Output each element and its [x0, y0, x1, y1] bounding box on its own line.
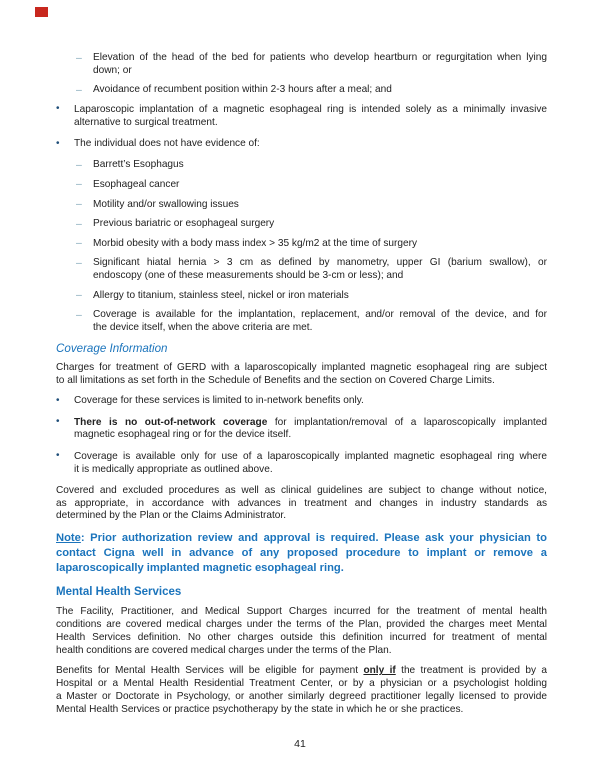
text-line: Allergy to titanium, stainless steel, nickel or iron materials — [93, 289, 349, 301]
sub-bullet-list — [56, 52, 547, 97]
note-paragraph — [56, 531, 547, 576]
bullet-icon: • — [56, 394, 60, 406]
text-line: Coverage is available only for use of a laparoscopically implanted magnetic esophageal ring where — [74, 450, 547, 462]
bullet-list — [56, 395, 547, 476]
text-line: the device itself, when the above criteria are met. — [93, 322, 313, 334]
dash-icon: – — [76, 178, 82, 191]
text-line: Morbid obesity with a body mass index > 35 kg/m2 at the time of surgery — [93, 237, 417, 249]
text-line: health conditions are covered medical charges under the terms of the Plan. — [56, 644, 392, 656]
bullet-list — [56, 104, 547, 151]
sub-bullet-item — [56, 218, 547, 231]
bullet-icon: • — [56, 137, 60, 149]
dash-icon: – — [76, 256, 82, 269]
page-number: 41 — [294, 738, 306, 750]
sub-bullet-item — [56, 179, 547, 192]
text-line: Previous bariatric or esophageal surgery — [93, 218, 275, 230]
text-line: Hospital or a Mental Health Residential Treatment Center, or by a physician or a psychologist holding — [56, 678, 547, 690]
sub-bullet-item — [56, 257, 547, 283]
bullet-item — [56, 395, 547, 408]
bullet-item — [56, 451, 547, 477]
sub-bullet-item — [56, 309, 547, 335]
bullet-item — [56, 104, 547, 130]
paragraph — [56, 606, 547, 657]
sub-bullet-list — [56, 159, 547, 335]
sub-bullet-item — [56, 159, 547, 172]
dash-icon: – — [76, 83, 82, 96]
sub-bullet-item — [56, 290, 547, 303]
text-line: Barrett’s Esophagus — [93, 159, 184, 171]
sub-bullet-item — [56, 52, 547, 78]
text-line: Esophageal cancer — [93, 178, 180, 190]
dash-icon: – — [76, 198, 82, 211]
section-heading: Mental Health Services — [56, 586, 182, 599]
paragraph — [56, 485, 547, 523]
text-line: contact Cigna well in advance of any proposed procedure to implant or remove a — [56, 547, 547, 560]
text-line: Covered and excluded procedures as well as clinical guidelines are subject to change without notice, — [56, 484, 547, 496]
sub-bullet-item — [56, 84, 547, 97]
dash-icon: – — [76, 289, 82, 302]
bullet-item — [56, 417, 547, 443]
text-line: magnetic esophageal ring or for the device itself. — [74, 429, 292, 441]
document-body — [56, 52, 547, 725]
text-line: Health Services definition. No other charges outside this definition incurred for treatment of mental — [56, 631, 547, 643]
text-line: Motility and/or swallowing issues — [93, 198, 239, 210]
bullet-item — [56, 138, 547, 151]
text-line: down; or — [93, 64, 132, 76]
paragraph — [56, 362, 547, 388]
text-line: Coverage is available for the implantation, replacement, and/or removal of the device, and for — [93, 309, 547, 321]
text-line: Coverage for these services is limited to in-network benefits only. — [74, 395, 364, 407]
text-line: Significant hiatal hernia > 3 cm as defined by manometry, upper GI (barium swallow), or — [93, 257, 547, 269]
sub-bullet-item — [56, 238, 547, 251]
text-line: The Facility, Practitioner, and Medical Support Charges incurred for the treatment of mental health — [56, 606, 547, 618]
text-line: Laparoscopic implantation of a magnetic esophageal ring is intended solely as a minimally invasive — [74, 103, 547, 115]
text-line: alternative to surgical treatment. — [74, 116, 218, 128]
dash-icon: – — [76, 217, 82, 230]
text-line: to all limitations as set forth in the Schedule of Benefits and the section on Covered Charge Limits. — [56, 374, 495, 386]
sub-bullet-item — [56, 199, 547, 212]
text-line: Mental Health Services or practice psychotherapy by the state in which he or she practices. — [56, 703, 464, 715]
text-line: Note: Prior authorization review and approval is required. Please ask your physician to — [56, 532, 547, 545]
text-line: Elevation of the head of the bed for patients who develop heartburn or regurgitation when lying — [93, 52, 547, 63]
bullet-icon: • — [56, 103, 60, 115]
text-line: as appropriate, in accordance with advances in treatment and changes in industry standards as — [56, 497, 547, 509]
dash-icon: – — [76, 51, 82, 64]
section-heading: Coverage Information — [56, 341, 168, 355]
dash-icon: – — [76, 237, 82, 250]
text-line: endoscopy (one of these measurements should be 3-cm or less); and — [93, 270, 404, 282]
dash-icon: – — [76, 308, 82, 321]
text-line: a Master or Doctorate in Psychology, or another similarly degreed practitioner legally licensed to provide — [56, 690, 547, 702]
text-line: The individual does not have evidence of: — [74, 138, 260, 150]
red-annotation-marker-icon — [35, 7, 48, 17]
text-line: Charges for treatment of GERD with a laparoscopically implanted magnetic esophageal ring are subject — [56, 361, 547, 373]
bullet-icon: • — [56, 416, 60, 428]
paragraph — [56, 665, 547, 716]
text-line: Benefits for Mental Health Services will be eligible for payment only if the treatment is provided by a — [56, 665, 548, 677]
text-line: Avoidance of recumbent position within 2-3 hours after a meal; and — [93, 84, 392, 96]
text-line: determined by the Plan or the Claims Administrator. — [56, 510, 287, 522]
bullet-icon: • — [56, 450, 60, 462]
text-line: laparoscopically implanted magnetic esophageal ring. — [56, 562, 344, 575]
text-line: conditions are covered medical charges under the terms of the Plan, provided the charges meet Mental — [56, 618, 547, 630]
text-line: it is medically appropriate as outlined above. — [74, 463, 273, 475]
dash-icon: – — [76, 158, 82, 171]
text-line: There is no out-of-network coverage for implantation/removal of a laparoscopically implanted — [74, 416, 547, 428]
